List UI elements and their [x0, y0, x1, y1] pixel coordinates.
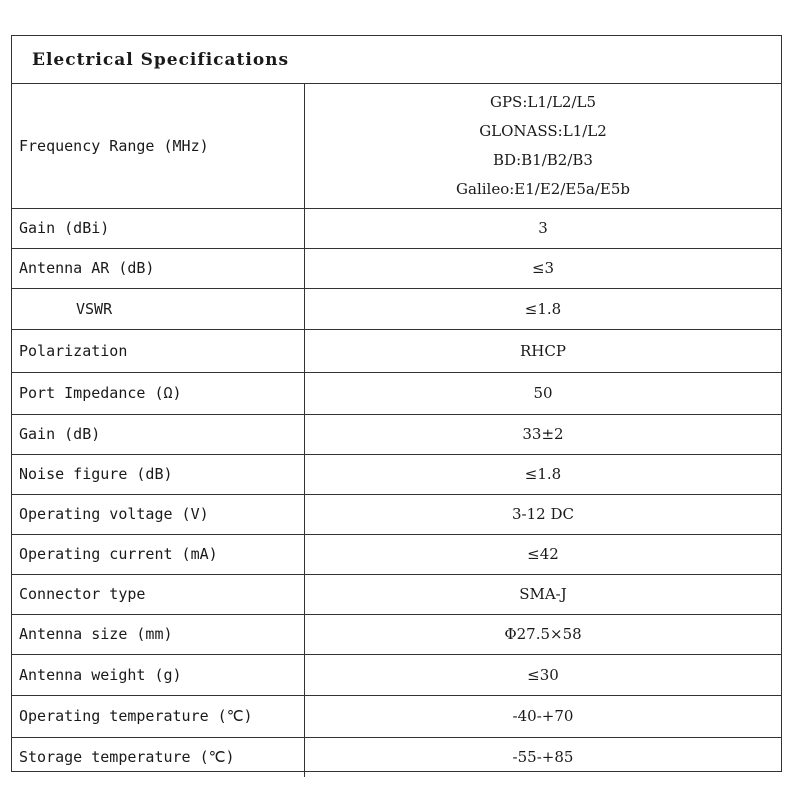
- table-row: [12, 372, 781, 414]
- row-value-gain-db: 33±2: [305, 414, 782, 454]
- row-value-antenna-ar: ≤3: [305, 248, 782, 288]
- table-row: [12, 574, 781, 614]
- row-label-antenna-ar: Antenna AR (dB): [12, 248, 305, 288]
- table-row: [12, 414, 781, 454]
- table-title: Electrical Specifications: [12, 36, 781, 84]
- row-value-gain-dbi: 3: [305, 208, 782, 248]
- row-label-gain-dbi: Gain (dBi): [12, 208, 305, 248]
- table-row: [12, 534, 781, 574]
- table-row: [12, 454, 781, 494]
- row-value-polarization: RHCP: [305, 329, 782, 372]
- row-value-antenna-weight: ≤30: [305, 654, 782, 695]
- table-row: [12, 329, 781, 372]
- row-label-polarization: Polarization: [12, 329, 305, 372]
- table-row: [12, 494, 781, 534]
- row-value-port-impedance: 50: [305, 372, 782, 414]
- spec-table: [12, 84, 781, 777]
- row-label-antenna-weight: Antenna weight (g): [12, 654, 305, 695]
- row-label-vswr: VSWR: [12, 288, 305, 329]
- row-label-gain-db: Gain (dB): [12, 414, 305, 454]
- table-row: [12, 695, 781, 737]
- row-value-storage-temperature: -55-+85: [512, 748, 574, 767]
- row-label-connector-type: Connector type: [12, 574, 305, 614]
- table-row: [12, 288, 781, 329]
- row-label-operating-voltage: Operating voltage (V): [12, 494, 305, 534]
- electrical-specifications-table: [11, 35, 782, 772]
- row-value-operating-voltage: 3-12 DC: [305, 494, 782, 534]
- table-row: [12, 737, 781, 777]
- frequency-line-bd: BD:B1/B2/B3: [493, 150, 593, 169]
- row-value-noise-figure: ≤1.8: [305, 454, 782, 494]
- row-value-connector-type: SMA-J: [305, 574, 782, 614]
- row-label-antenna-size: Antenna size (mm): [12, 614, 305, 654]
- row-label-operating-current: Operating current (mA): [12, 534, 305, 574]
- table-row: [12, 84, 781, 208]
- row-label-operating-temperature: Operating temperature (℃): [12, 695, 305, 737]
- row-value-vswr: ≤1.8: [305, 288, 782, 329]
- row-value-operating-temperature: -40-+70: [305, 695, 782, 737]
- row-label-frequency-range: Frequency Range (MHz): [12, 84, 305, 208]
- row-value-operating-current: ≤42: [305, 534, 782, 574]
- row-label-noise-figure: Noise figure (dB): [12, 454, 305, 494]
- frequency-line-gps: GPS:L1/L2/L5: [489, 92, 597, 111]
- frequency-line-glonass: GLONASS:L1/L2: [479, 121, 607, 140]
- table-row: [12, 208, 781, 248]
- table-row: [12, 614, 781, 654]
- table-row: [12, 654, 781, 695]
- row-label-port-impedance: Port Impedance (Ω): [12, 372, 305, 414]
- row-value-antenna-size: Φ27.5×58: [305, 614, 782, 654]
- table-row: [12, 248, 781, 288]
- row-label-storage-temperature: Storage temperature (℃): [12, 737, 305, 777]
- row-value-frequency-range: [305, 84, 782, 208]
- frequency-line-galileo: Galileo:E1/E2/E5a/E5b: [456, 179, 630, 198]
